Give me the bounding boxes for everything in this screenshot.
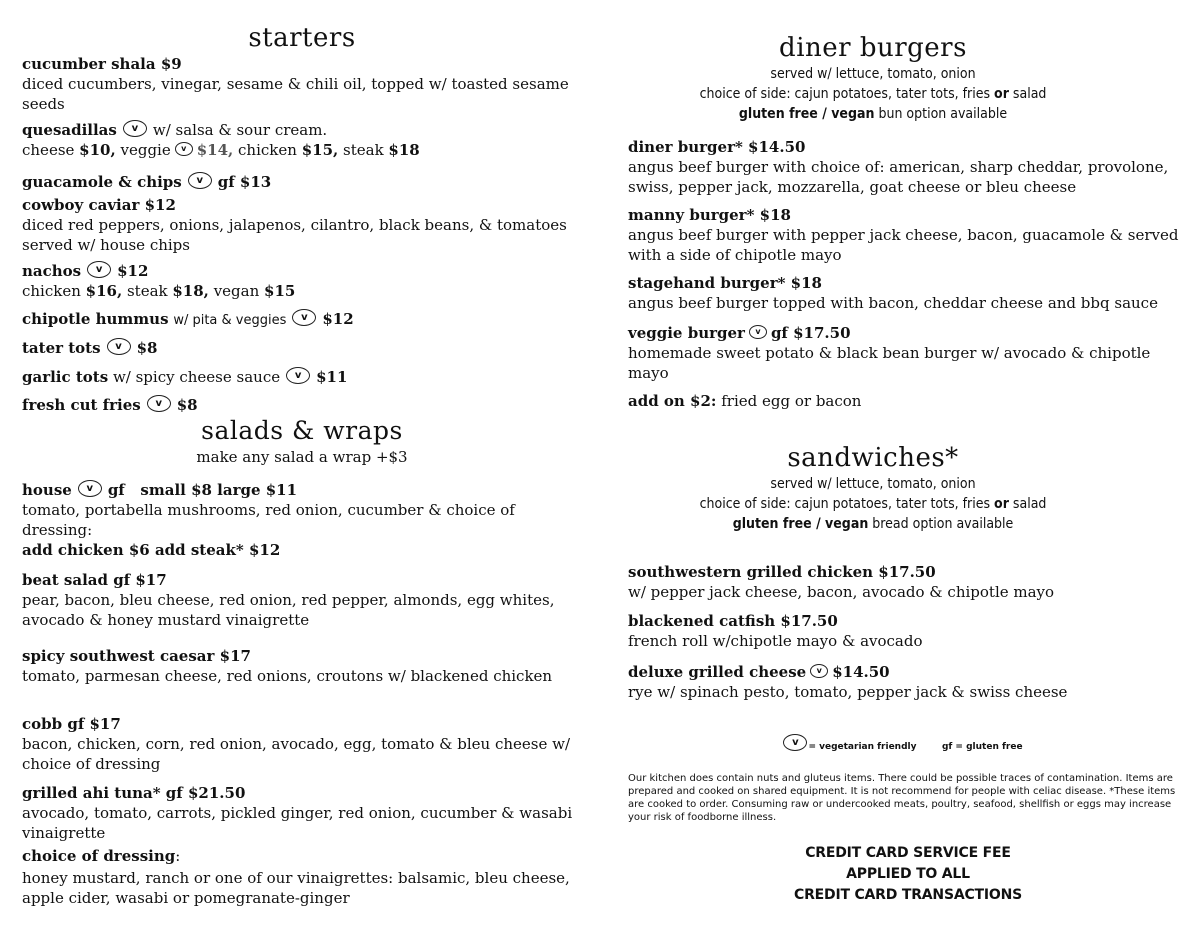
sandwiches-heading: sandwiches* served w/ lettuce, tomato, onion choice of side: cajun potatoes, tater tots, fries or salad gluten free / vegan bread option available xyxy=(699,443,1047,532)
item-choice-of-dressing: choice of dressing: honey mustard, ranch or one of our vinaigrettes: balsamic, bleu cheese, apple cider, wasabi or pomegranate-ginger xyxy=(22,847,570,907)
vegetarian-icon: v xyxy=(188,172,212,189)
item-veggie-burger: veggie burger v gf $17.50 homemade sweet potato & black bean burger w/ avocado & chipotle mayo xyxy=(628,324,1151,382)
item-nachos: nachos v $12 chicken $16, steak $18, vegan $15 xyxy=(22,262,296,300)
item-spicy-caesar: spicy southwest caesar $17 tomato, parmesan cheese, red onions, croutons w/ blackened chicken xyxy=(22,647,553,685)
vegetarian-icon: v xyxy=(78,480,102,497)
item-cowboy-caviar: cowboy caviar $12 diced red peppers, onions, jalapenos, cilantro, black beans, & tomatoes served w/ house chips xyxy=(22,196,567,254)
vegetarian-icon: v xyxy=(123,120,147,137)
item-tater-tots: tater tots v $8 xyxy=(22,339,158,357)
vegetarian-icon: v xyxy=(175,142,193,156)
item-guacamole: guacamole & chips v gf $13 xyxy=(22,173,272,191)
vegetarian-icon: v xyxy=(286,367,310,384)
starters-heading: starters xyxy=(248,23,356,53)
salads-heading: salads & wraps make any salad a wrap +$3 xyxy=(196,416,408,466)
vegetarian-icon: v xyxy=(749,325,767,339)
vegetarian-icon: v xyxy=(292,309,316,326)
vegetarian-icon: v xyxy=(783,734,807,751)
item-manny-burger: manny burger* $18 angus beef burger with pepper jack cheese, bacon, guacamole & served with a side of chipotle mayo xyxy=(628,206,1179,264)
item-fresh-cut-fries: fresh cut fries v $8 xyxy=(22,396,198,414)
item-ahi-tuna: grilled ahi tuna* gf $21.50 avocado, tomato, carrots, pickled ginger, red onion, cucumber & wasabi vinaigrette xyxy=(22,784,573,842)
item-quesadillas: quesadillas v w/ salsa & sour cream. cheese $10, veggie v $14, chicken $15, steak $18 xyxy=(22,121,420,159)
item-stagehand-burger: stagehand burger* $18 angus beef burger topped with bacon, cheddar cheese and bbq sauce xyxy=(628,274,1158,312)
credit-card-notice: CREDIT CARD SERVICE FEE APPLIED TO ALL CREDIT CARD TRANSACTIONS xyxy=(794,845,1022,903)
burgers-heading: diner burgers served w/ lettuce, tomato, onion choice of side: cajun potatoes, tater tots, fries or salad gluten free / vegan bun option available xyxy=(699,33,1047,122)
item-deluxe-grilled-cheese: deluxe grilled cheese v $14.50 rye w/ spinach pesto, tomato, pepper jack & swiss cheese xyxy=(628,663,1068,701)
vegetarian-icon: v xyxy=(107,338,131,355)
item-chipotle-hummus: chipotle hummus w/ pita & veggies v $12 xyxy=(22,310,354,328)
item-diner-burger: diner burger* $14.50 angus beef burger with choice of: american, sharp cheddar, provolone, swiss, pepper jack, mozzarella, goat cheese or bleu cheese xyxy=(628,138,1169,196)
item-blackened-catfish: blackened catfish $17.50 french roll w/chipotle mayo & avocado xyxy=(628,612,923,650)
item-southwestern-chicken: southwestern grilled chicken $17.50 w/ pepper jack cheese, bacon, avocado & chipotle mayo xyxy=(628,563,1055,601)
vegetarian-icon: v xyxy=(810,664,828,678)
item-house-salad: house v gf small $8 large $11 tomato, portabella mushrooms, red onion, cucumber & choice of dressing: add chicken $6 add steak* $12 xyxy=(22,481,515,559)
item-add-on: add on $2: fried egg or bacon xyxy=(628,392,862,410)
allergy-disclaimer: Our kitchen does contain nuts and gluteus items. There could be possible traces of contamination. Items are prepared and cooked on shared equipment. It is not recommend for people with celiac disease. *These items are cooked to order. Consuming raw or undercooked meats, poultry, seafood, shellfish or eggs may increase your risk of foodborne illness. xyxy=(628,773,1176,823)
item-beat-salad: beat salad gf $17 pear, bacon, bleu cheese, red onion, red pepper, almonds, egg whites, avocado & honey mustard vinaigrette xyxy=(22,571,555,629)
item-cobb: cobb gf $17 bacon, chicken, corn, red onion, avocado, egg, tomato & bleu cheese w/ choice of dressing xyxy=(22,715,571,773)
item-garlic-tots: garlic tots w/ spicy cheese sauce v $11 xyxy=(22,368,348,386)
vegetarian-icon: v xyxy=(87,261,111,278)
vegetarian-icon: v xyxy=(147,395,171,412)
legend: v = vegetarian friendly gf = gluten free xyxy=(628,734,1188,753)
item-cucumber-shala: cucumber shala $9 diced cucumbers, vinegar, sesame & chili oil, topped w/ toasted sesame seeds xyxy=(22,55,569,113)
